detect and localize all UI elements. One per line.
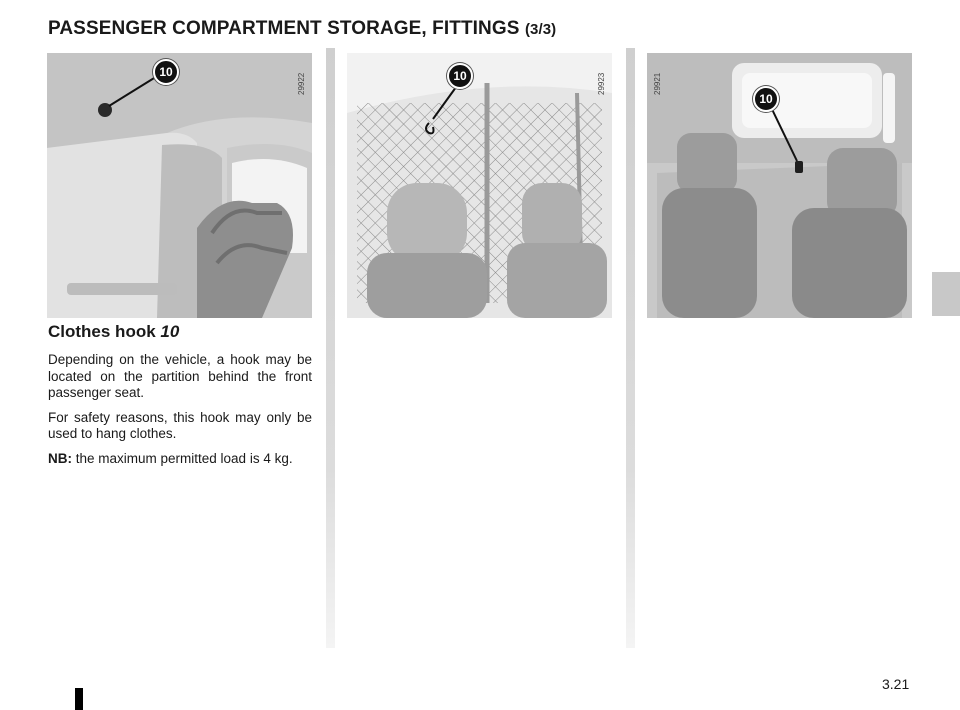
callout-10: 10	[447, 63, 473, 89]
figure-rear-partition	[647, 53, 912, 318]
title-text: PASSENGER COMPARTMENT STORAGE, FITTINGS	[48, 18, 520, 39]
paragraph: For safety reasons, this hook may only be used to hang clothes.	[48, 409, 312, 441]
figure-partition-net	[347, 53, 612, 318]
chapter-tab	[932, 272, 960, 316]
section-heading	[48, 322, 312, 342]
paragraph: Depending on the vehicle, a hook may be located on the partition behind the front passenger seat.	[48, 352, 312, 400]
figure-code: 29922	[297, 72, 306, 95]
page-title	[48, 18, 556, 40]
column-divider	[326, 48, 335, 648]
heading-number: 10	[160, 322, 180, 341]
callout-10: 10	[153, 59, 179, 85]
figure-door-interior	[47, 53, 312, 318]
callout-10: 10	[753, 86, 779, 112]
heading-text: Clothes hook	[48, 322, 156, 341]
figure-code: 29923	[597, 72, 606, 95]
column-divider	[626, 48, 635, 648]
partition-net-illustration	[347, 53, 612, 318]
title-suffix: (3/3)	[524, 21, 557, 38]
note-label: NB:	[48, 450, 72, 466]
rear-partition-illustration	[647, 53, 912, 318]
door-interior-illustration	[47, 53, 312, 318]
note-text: the maximum permitted load is 4 kg.	[72, 450, 293, 466]
figure-code: 29921	[653, 72, 662, 95]
note	[48, 451, 312, 468]
page-number: 3.21	[882, 676, 910, 692]
corner-mark	[75, 688, 83, 710]
section-clothes-hook	[48, 322, 312, 475]
